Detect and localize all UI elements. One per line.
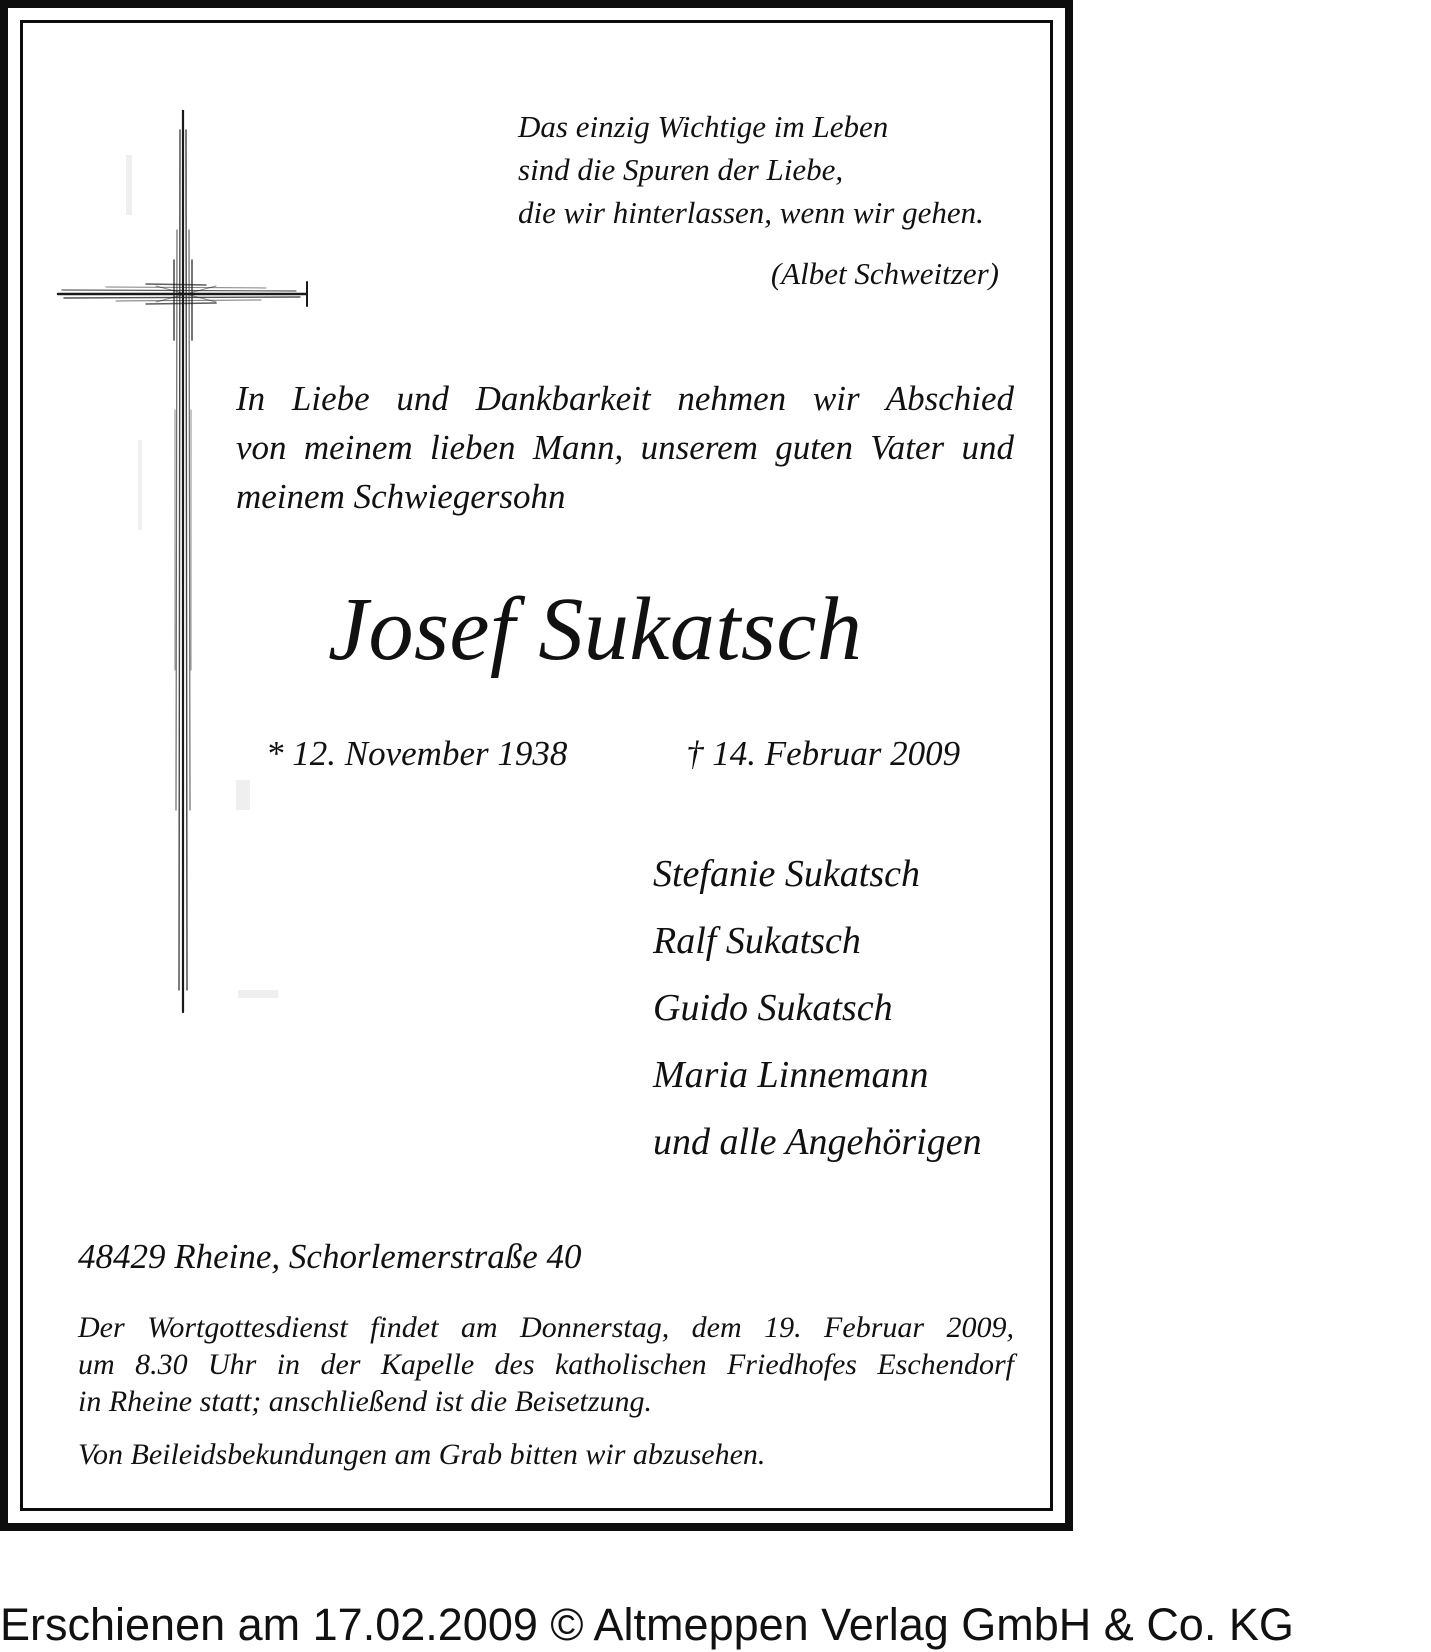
intro-line: In Liebe und Dankbarkeit nehmen wir Abschied bbox=[236, 379, 1014, 418]
condolences-note: Von Beileidsbekundungen am Grab bitten wir abzusehen. bbox=[78, 1438, 766, 1471]
intro-line: meinem Schwiegersohn bbox=[236, 477, 566, 516]
quote bbox=[518, 105, 984, 234]
quote-line: Das einzig Wichtige im Leben bbox=[518, 109, 889, 144]
publication-footer: Erschienen am 17.02.2009 © Altmeppen Verlag GmbH & Co. KG bbox=[0, 1599, 1294, 1650]
intro-line: von meinem lieben Mann, unserem guten Vater und bbox=[236, 428, 1014, 467]
intro-text bbox=[236, 374, 1014, 521]
deceased-name: Josef Sukatsch bbox=[328, 580, 863, 679]
address: 48429 Rheine, Schorlemerstraße 40 bbox=[78, 1237, 582, 1276]
mourners-list bbox=[653, 841, 982, 1176]
quote-line: die wir hinterlassen, wenn wir gehen. bbox=[518, 195, 984, 230]
mourner-name: Ralf Sukatsch bbox=[653, 920, 861, 962]
mourner-name: Guido Sukatsch bbox=[653, 987, 893, 1029]
service-line: um 8.30 Uhr in der Kapelle des katholischen Friedhofes Eschendorf bbox=[78, 1348, 1014, 1381]
mourner-name: Stefanie Sukatsch bbox=[653, 853, 920, 895]
mourner-name: und alle Angehörigen bbox=[653, 1121, 982, 1163]
quote-author: (Albet Schweitzer) bbox=[770, 256, 999, 291]
service-line: Der Wortgottesdienst findet am Donnerstag, dem 19. Februar 2009, bbox=[78, 1311, 1014, 1344]
death-date: † 14. Februar 2009 bbox=[686, 734, 961, 773]
service-line: in Rheine statt; anschließend ist die Beisetzung. bbox=[78, 1385, 653, 1418]
service-info bbox=[78, 1309, 1014, 1420]
mourner-name: Maria Linnemann bbox=[653, 1054, 929, 1096]
cross-icon bbox=[56, 110, 326, 1016]
quote-line: sind die Spuren der Liebe, bbox=[518, 152, 844, 187]
birth-date: * 12. November 1938 bbox=[266, 734, 568, 773]
